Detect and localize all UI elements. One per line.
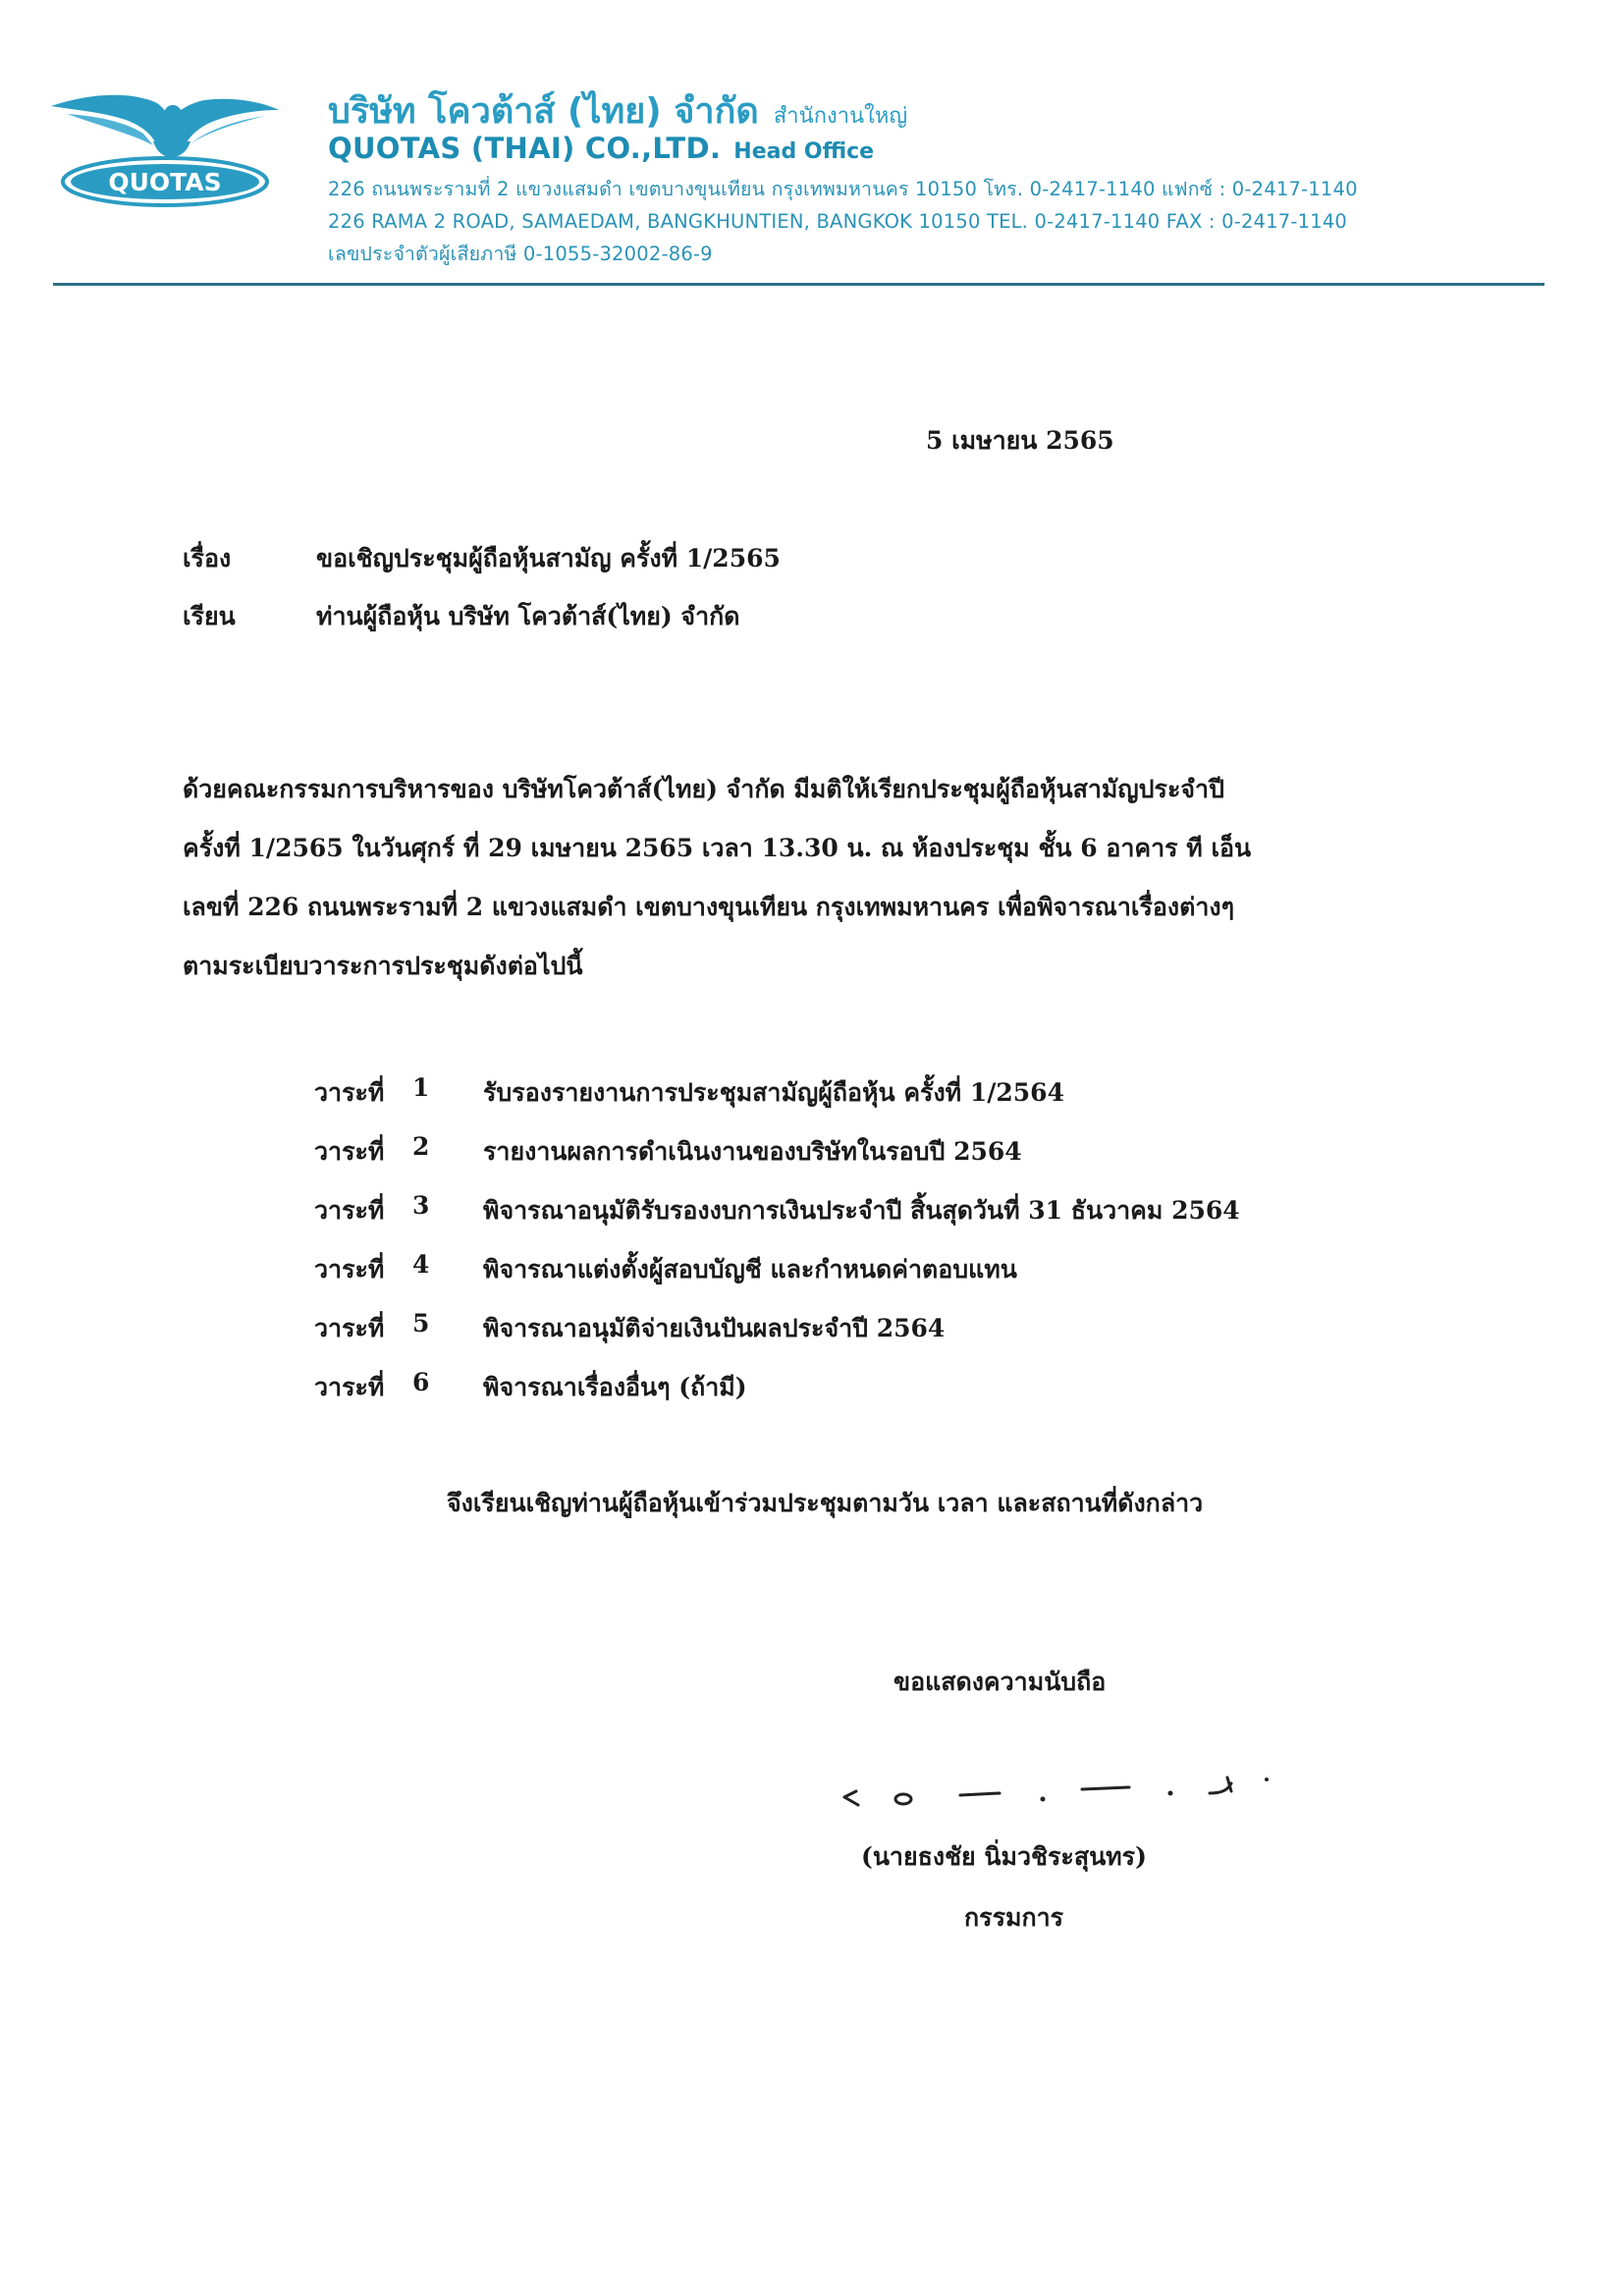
agenda-item bbox=[314, 1191, 1394, 1250]
agenda-item bbox=[314, 1250, 1394, 1309]
company-english-name: QUOTAS (THAI) CO.,LTD. bbox=[328, 132, 722, 165]
tax-id: เลขประจำตัวผู้เสียภาษี 0-1055-32002-86-9 bbox=[328, 243, 713, 265]
company-thai-name: บริษัท โควต้าส์ (ไทย) จำกัด bbox=[328, 91, 759, 132]
agenda-number: 3 bbox=[412, 1191, 430, 1220]
agenda-label: วาระที่ bbox=[314, 1314, 385, 1342]
agenda-label: วาระที่ bbox=[314, 1137, 385, 1166]
agenda-text: พิจารณาแต่งตั้งผู้สอบบัญชี และกำหนดค่าตอบแทน bbox=[483, 1255, 1017, 1284]
agenda-label: วาระที่ bbox=[314, 1255, 385, 1284]
subject-text: ขอเชิญประชุมผู้ถือหุ้นสามัญ ครั้งที่ 1/2565 bbox=[316, 544, 781, 573]
body-line: ด้วยคณะกรรมการบริหารของ บริษัทโควต้าส์(ไทย) จำกัด มีมติให้เรียกประชุมผู้ถือหุ้นสามัญประจำปี bbox=[183, 775, 1224, 803]
invitation-text: จึงเรียนเชิญท่านผู้ถือหุ้นเข้าร่วมประชุมตามวัน เวลา และสถานที่ดังกล่าว bbox=[447, 1489, 1204, 1517]
company-english-office: Head Office bbox=[733, 139, 875, 164]
signer-name: (นายธงชัย นิ่มวชิระสุนทร) bbox=[861, 1842, 1147, 1871]
agenda-text: พิจารณาเรื่องอื่นๆ (ถ้ามี) bbox=[483, 1373, 747, 1401]
eagle-logo-icon bbox=[47, 77, 283, 209]
agenda-number: 4 bbox=[412, 1250, 430, 1279]
body-line: ครั้งที่ 1/2565 ในวันศุกร์ ที่ 29 เมษายน 2565 เวลา 13.30 น. ณ ห้องประชุม ชั้น 6 อาคาร ที เอ็น bbox=[183, 834, 1252, 862]
agenda-item bbox=[314, 1073, 1394, 1132]
agenda-number: 5 bbox=[412, 1309, 430, 1338]
agenda-text: รับรองรายงานการประชุมสามัญผู้ถือหุ้น ครั้งที่ 1/2564 bbox=[483, 1078, 1064, 1107]
company-thai-office: สำนักงานใหญ่ bbox=[773, 104, 908, 129]
agenda-item bbox=[314, 1132, 1394, 1191]
agenda-list bbox=[314, 1073, 1394, 1427]
company-logo bbox=[47, 77, 283, 209]
subject-label: เรื่อง bbox=[183, 544, 232, 573]
recipient-label: เรียน bbox=[183, 602, 236, 630]
agenda-label: วาระที่ bbox=[314, 1078, 385, 1107]
agenda-text: รายงานผลการดำเนินงานของบริษัทในรอบปี 2564 bbox=[483, 1137, 1022, 1166]
agenda-item bbox=[314, 1309, 1394, 1368]
agenda-number: 1 bbox=[412, 1073, 430, 1102]
agenda-number: 2 bbox=[412, 1132, 430, 1161]
logo-text: QUOTAS bbox=[108, 168, 222, 196]
letterhead bbox=[328, 82, 1555, 270]
signature-scribble-icon bbox=[835, 1748, 1316, 1827]
agenda-label: วาระที่ bbox=[314, 1196, 385, 1225]
signature bbox=[835, 1748, 1316, 1827]
agenda-text: พิจารณาอนุมัติรับรองงบการเงินประจำปี สิ้นสุดวันที่ 31 ธันวาคม 2564 bbox=[483, 1196, 1240, 1225]
address-thai: 226 ถนนพระรามที่ 2 แขวงแสมดำ เขตบางขุนเทียน กรุงเทพมหานคร 10150 โทร. 0-2417-1140 แฟกซ์ : 0-2417-1140 bbox=[328, 178, 1358, 200]
agenda-item bbox=[314, 1368, 1394, 1427]
letterhead-divider bbox=[53, 283, 1544, 286]
agenda-label: วาระที่ bbox=[314, 1373, 385, 1401]
closing-text: ขอแสดงความนับถือ bbox=[893, 1667, 1107, 1696]
recipient-text: ท่านผู้ถือหุ้น บริษัท โควต้าส์(ไทย) จำกัด bbox=[316, 602, 740, 630]
letter-date: 5 เมษายน 2565 bbox=[926, 426, 1114, 455]
address-english: 226 RAMA 2 ROAD, SAMAEDAM, BANGKHUNTIEN, BANGKOK 10150 TEL. 0-2417-1140 FAX : 0-2417-1140 bbox=[328, 210, 1348, 233]
agenda-number: 6 bbox=[412, 1368, 430, 1396]
body-paragraph bbox=[183, 774, 1459, 1010]
body-line: ตามระเบียบวาระการประชุมดังต่อไปนี้ bbox=[183, 952, 583, 980]
signer-title: กรรมการ bbox=[964, 1903, 1064, 1932]
agenda-text: พิจารณาอนุมัติจ่ายเงินปันผลประจำปี 2564 bbox=[483, 1314, 946, 1342]
body-line: เลขที่ 226 ถนนพระรามที่ 2 แขวงแสมดำ เขตบางขุนเทียน กรุงเทพมหานคร เพื่อพิจารณาเรื่องต่างๆ bbox=[183, 893, 1234, 921]
